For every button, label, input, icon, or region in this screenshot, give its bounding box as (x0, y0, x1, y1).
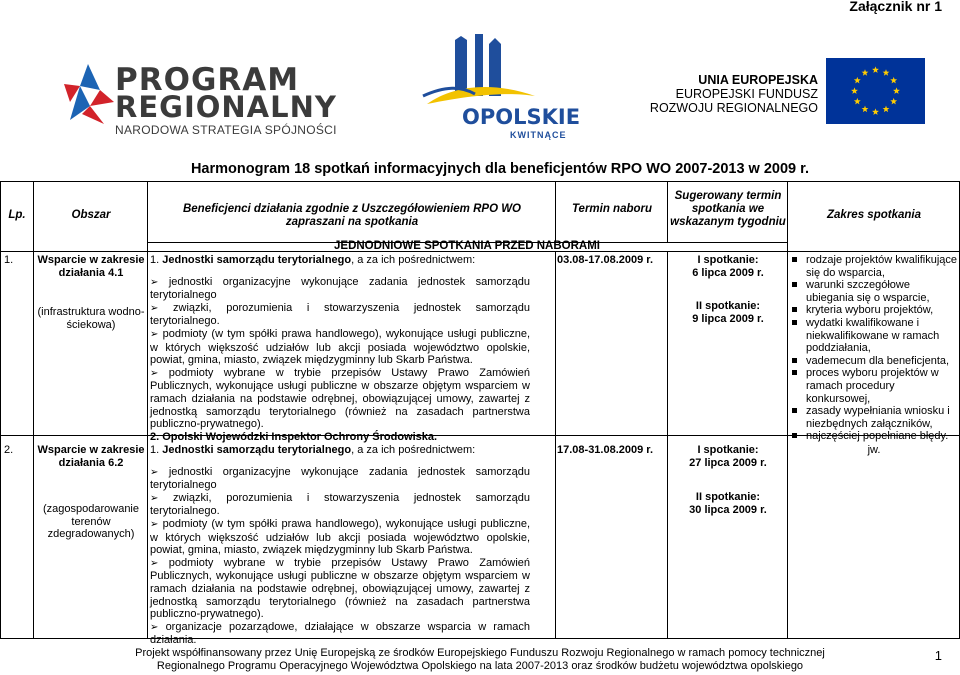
row1-spot1-date: 6 lipca 2009 r. (692, 267, 764, 279)
eu-flag-icon (826, 58, 925, 124)
footer-line1: Projekt współfinansowany przez Unię Europejską ze środków Europejskiego Funduszu Rozwoju Regionalnego w ramach pomocy technicznej (135, 647, 825, 659)
row2-spot2-label: II spotkanie: (695, 491, 761, 503)
row1-termin: 03.08-17.08.2009 r. (557, 254, 654, 266)
row1-obszar-title: Wsparcie w zakresie działania 4.1 (37, 254, 145, 279)
row2-termin: 17.08-31.08.2009 r. (557, 444, 654, 456)
eu-star (872, 66, 879, 73)
row1-item: podmioty wybrane w trybie przepisów Ustawy Prawo Zamówień Publicznych, wykonujące usługi publiczne w obszarze objętym wsparciem w ramach działania na podstawie odrębnej, obowiązującej umowy, zawartej z jednostką samorządu terytorialnego (również na zasadach partnerstwa publiczno-prywatnego). (150, 366, 531, 431)
program-regionalny-logo (60, 56, 360, 136)
program-line2: REGIONALNY (115, 90, 337, 124)
eu-star (890, 98, 897, 105)
row1-lp: 1. (4, 254, 14, 266)
zakres-item: vademecum dla beneficjenta, (790, 355, 958, 368)
row1-beneficjenci: 1. Jednostki samorządu terytorialnego, a za ich pośrednictwem: ➢ jednostki organizacyjne wykonujące zadania jednostek samorządu terytorialnego ➢ związki, porozumienia i stowarzyszenia jednostek samorządu terytorialnego. ➢ podmioty (w tym spółki prawa handlowego), wykonujące usługi publiczne, w których większość udziałów lub akcji posiada województwo opolskie, powiat, gmina, miasto, związek międzygminny lub Skarb Państwa. ➢ podmioty wybrane w trybie przepisów Ustawy Prawo Zamówień Publicznych, wykonujące usługi publiczne w obszarze objętym wsparciem w ramach działania na podstawie odrębnej, obowiązującej umowy, zawartej z jednostką samorządu terytorialnego (również na zasadach partnerstwa publiczno-prywatnego). 2. Opolski Wojewódzki Inspektor Ochrony Środowiska. (150, 254, 531, 443)
eu-star (862, 69, 869, 76)
zakres-item: kryteria wyboru projektów, (790, 304, 958, 317)
header-sugerowany: Sugerowany termin spotkania we wskazanym tygodniu (670, 190, 786, 228)
eu-star (862, 106, 869, 113)
eu-star (851, 87, 858, 94)
header-obszar: Obszar (71, 209, 111, 221)
row2-spot1-label: I spotkanie: (697, 444, 759, 456)
row2-item: jednostki organizacyjne wykonujące zadania jednostek samorządu terytorialnego (150, 465, 530, 492)
header-termin: Termin naboru (571, 203, 653, 215)
zakres-item: najczęściej popełniane błędy. (790, 430, 958, 443)
eu-star (890, 77, 897, 84)
eu-star (872, 108, 879, 115)
row1-spot2-label: II spotkanie: (695, 300, 761, 312)
row2-item: organizacje pozarządowe, działające w obszarze wsparcia w ramach działania. (150, 620, 530, 647)
eu-star (854, 77, 861, 84)
row1-lead: Jednostki samorządu terytorialnego (162, 254, 352, 266)
row1-item: podmioty (w tym spółki prawa handlowego), wykonujące usługi publiczne, w których większość udziałów lub akcji posiada województwo opolskie, powiat, gmina, miasto, związek międzygminny lub Skarb Państwa. (150, 327, 530, 367)
page-title: Harmonogram 18 spotkań informacyjnych dla beneficjentów RPO WO 2007-2013 w 2009 r. (190, 161, 810, 177)
row2-spot2-date: 30 lipca 2009 r. (689, 504, 767, 516)
opolskie-sub: KWITNĄCE (510, 130, 567, 140)
zakres-list (790, 254, 958, 443)
header-zakres: Zakres spotkania (827, 209, 921, 221)
eu-line3: ROZWOJU REGIONALNEGO (649, 101, 818, 115)
eu-star (883, 106, 890, 113)
row2-item: związki, porozumienia i stowarzyszenia jednostek samorządu terytorialnego. (150, 491, 530, 518)
row2-lead-rest: , a za ich pośrednictwem: (351, 444, 476, 456)
annex-label: Załącznik nr 1 (849, 0, 942, 14)
program-line1: PROGRAM (115, 62, 300, 98)
zakres-item: zasady wypełniania wniosku i niezbędnych załączników, (790, 405, 958, 430)
eu-star (883, 69, 890, 76)
opolskie-word: OPOLSKIE (462, 105, 581, 129)
row1-obszar-sub: (infrastruktura wodno-ściekowa) (37, 306, 145, 331)
row1-item: związki, porozumienia i stowarzyszenia jednostek samorządu terytorialnego. (150, 301, 530, 328)
eu-star (893, 87, 900, 94)
row2-lp: 2. (4, 444, 14, 456)
row1-spot1-label: I spotkanie: (697, 254, 759, 266)
row2-zakres: jw. (867, 444, 881, 456)
subheader-jednodniowe: JEDNODNIOWE SPOTKANIA PRZED NABORAMI (334, 240, 600, 252)
header-lp: Lp. (8, 209, 26, 221)
header-beneficjenci: Beneficjenci działania zgodnie z Uszczegółowieniem RPO WO zapraszani na spotkania (182, 203, 522, 228)
eu-line1: UNIA EUROPEJSKA (698, 73, 818, 87)
row2-obszar-title: Wsparcie w zakresie działania 6.2 (37, 444, 145, 469)
row1-extra: 2. Opolski Wojewódzki Inspektor Ochrony Środowiska. (150, 430, 438, 443)
eu-fund-text (650, 73, 818, 115)
program-star-icon (60, 62, 116, 126)
program-line3: NARODOWA STRATEGIA SPÓJNOŚCI (115, 123, 337, 137)
zakres-item: warunki szczegółowe ubiegania się o wsparcie, (790, 279, 958, 304)
row2-spot1-date: 27 lipca 2009 r. (689, 457, 767, 469)
row2-item: podmioty (w tym spółki prawa handlowego), wykonujące usługi publiczne, w których większość udziałów lub akcji posiada województwo opolskie, powiat, gmina, miasto, związek międzygminny lub Skarb Państwa. (150, 517, 530, 557)
page-number: 1 (934, 648, 942, 663)
row1-item: jednostki organizacyjne wykonujące zadania jednostek samorządu terytorialnego (150, 275, 530, 302)
zakres-item: rodzaje projektów kwalifikujące się do wsparcia, (790, 254, 958, 279)
opolskie-tower-icon (415, 34, 565, 114)
opolskie-logo (415, 34, 581, 154)
row2-lead: Jednostki samorządu terytorialnego (162, 444, 352, 456)
zakres-item: proces wyboru projektów w ramach procedury konkursowej, (790, 367, 958, 405)
row1-spot2-date: 9 lipca 2009 r. (692, 313, 764, 325)
eu-line2: EUROPEJSKI FUNDUSZ (675, 87, 818, 101)
footer (0, 647, 960, 672)
row2-beneficjenci: 1. Jednostki samorządu terytorialnego, a za ich pośrednictwem: ➢ jednostki organizacyjne wykonujące zadania jednostek samorządu terytorialnego ➢ związki, porozumienia i stowarzyszenia jednostek samorządu terytorialnego. ➢ podmioty (w tym spółki prawa handlowego), wykonujące usługi publiczne, w których większość udziałów lub akcji posiada województwo opolskie, powiat, gmina, miasto, związek międzygminny lub Skarb Państwa. ➢ podmioty wybrane w trybie przepisów Ustawy Prawo Zamówień Publicznych, wykonujące usługi publiczne w obszarze objętym wsparciem w ramach działania na podstawie odrębnej, obowiązującej umowy, zawartej z jednostką samorządu terytorialnego (również na zasadach partnerstwa publiczno-prywatnego). ➢ organizacje pozarządowe, działające w obszarze wsparcia w ramach działania. (150, 444, 531, 647)
eu-star (854, 98, 861, 105)
footer-line2: Regionalnego Programu Operacyjnego Województwa Opolskiego na lata 2007-2013 oraz środków budżetu województwa opolskiego (156, 659, 804, 672)
row2-obszar-sub: (zagospodarowanie terenów zdegradowanych) (42, 503, 139, 541)
row1-lead-rest: , a za ich pośrednictwem: (351, 254, 476, 266)
zakres-item: wydatki kwalifikowane i niekwalifikowane w ramach poddziałania, (790, 317, 958, 355)
row2-item: podmioty wybrane w trybie przepisów Ustawy Prawo Zamówień Publicznych, wykonujące usługi publiczne w obszarze objętym wsparciem w ramach działania na podstawie odrębnej, obowiązującej umowy, zawartej z jednostką samorządu terytorialnego (również na zasadach partnerstwa publiczno-prywatnego). (150, 556, 531, 621)
